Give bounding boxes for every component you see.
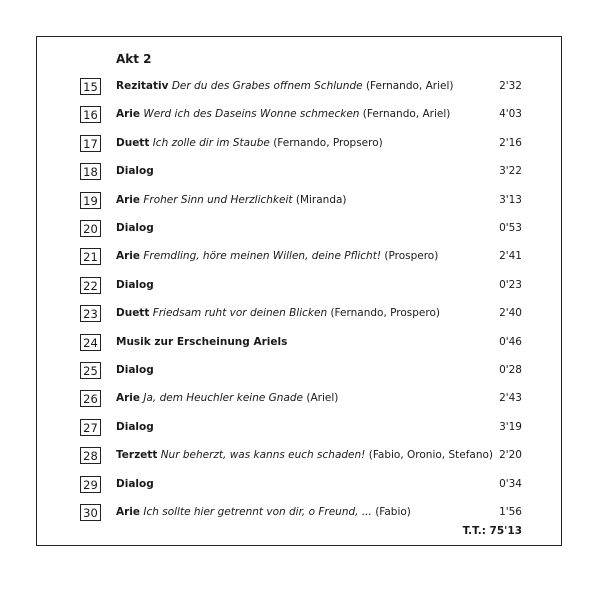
track-duration: 3'22	[499, 165, 522, 178]
track-roles: (Fernando, Ariel)	[365, 80, 454, 92]
track-number: 22	[80, 277, 101, 294]
track-description	[116, 478, 154, 490]
track-description	[116, 279, 154, 291]
track-row	[80, 163, 522, 183]
track-description	[116, 194, 347, 206]
track-number: 21	[80, 248, 101, 265]
track-duration: 2'20	[499, 449, 522, 462]
track-type: Arie	[116, 250, 141, 263]
track-duration: 3'19	[499, 420, 522, 433]
track-row	[80, 504, 522, 524]
track-title: Ich zolle dir im Staube	[152, 136, 270, 149]
track-number: 20	[80, 220, 101, 237]
act-title: Akt 2	[116, 52, 152, 66]
track-row	[80, 305, 522, 325]
track-roles: (Ariel)	[306, 392, 339, 405]
track-description	[116, 421, 154, 433]
track-roles: (Miranda)	[295, 193, 347, 206]
track-row	[80, 277, 522, 297]
track-number: 23	[80, 305, 101, 322]
track-type: Dialog	[116, 420, 154, 433]
track-type: Duett	[116, 307, 150, 320]
track-roles: (Fernando, Prospero)	[330, 307, 440, 320]
track-type: Arie	[116, 506, 141, 518]
track-duration: 2'41	[499, 250, 522, 263]
track-duration: 3'13	[499, 193, 522, 206]
track-title: Ich sollte hier getrennt von dir, o Freund, ...	[143, 506, 372, 518]
track-number: 15	[80, 78, 101, 95]
track-number: 24	[80, 334, 101, 351]
track-duration: 1'56	[499, 506, 522, 518]
track-description	[116, 307, 440, 319]
track-duration: 4'03	[499, 108, 522, 121]
track-duration: 0'28	[499, 364, 522, 376]
track-title: Der du des Grabes offnem Schlunde	[171, 80, 363, 92]
track-duration: 0'46	[499, 335, 522, 348]
track-description	[116, 449, 493, 461]
track-number: 26	[80, 390, 101, 407]
track-title: Ja, dem Heuchler keine Gnade	[143, 392, 304, 405]
track-type: Dialog	[116, 222, 154, 234]
track-title: Froher Sinn und Herzlichkeit	[143, 193, 293, 206]
track-type: Dialog	[116, 278, 154, 291]
track-description	[116, 108, 450, 120]
track-type: Arie	[116, 193, 141, 206]
track-roles: (Fabio, Oronio, Stefano)	[368, 449, 494, 462]
track-title: Friedsam ruht vor deinen Blicken	[152, 307, 328, 320]
track-duration: 2'32	[499, 80, 522, 92]
track-number: 27	[80, 419, 101, 436]
track-type: Dialog	[116, 477, 154, 490]
track-description	[116, 222, 154, 234]
track-row	[80, 78, 522, 98]
track-type: Musik zur Erscheinung Ariels	[116, 335, 288, 348]
track-roles: (Fernando, Ariel)	[362, 108, 451, 121]
track-title: Werd ich des Daseins Wonne schmecken	[143, 108, 360, 121]
track-row	[80, 419, 522, 439]
track-row	[80, 390, 522, 410]
track-description	[116, 137, 383, 149]
track-roles: (Prospero)	[384, 250, 439, 263]
track-row	[80, 362, 522, 382]
track-description	[116, 80, 454, 92]
track-type: Arie	[116, 392, 141, 405]
track-row	[80, 220, 522, 240]
track-duration: 2'40	[499, 307, 522, 320]
track-row	[80, 135, 522, 155]
track-duration: 0'53	[499, 222, 522, 234]
track-description	[116, 336, 287, 348]
track-number: 29	[80, 476, 101, 493]
track-row	[80, 334, 522, 354]
track-number: 18	[80, 163, 101, 180]
track-type: Dialog	[116, 364, 154, 376]
track-type: Duett	[116, 136, 150, 149]
track-type: Dialog	[116, 165, 154, 178]
track-row	[80, 476, 522, 496]
track-number: 17	[80, 135, 101, 152]
track-type: Terzett	[116, 449, 158, 462]
track-description	[116, 392, 338, 404]
track-row	[80, 248, 522, 268]
total-time: T.T.: 75'13	[462, 525, 522, 537]
track-description	[116, 250, 438, 262]
track-roles: (Fabio)	[375, 506, 411, 518]
track-row	[80, 447, 522, 467]
track-type: Arie	[116, 108, 141, 121]
track-duration: 0'34	[499, 477, 522, 490]
track-number: 28	[80, 447, 101, 464]
track-duration: 2'16	[499, 136, 522, 149]
track-description	[116, 506, 411, 518]
track-number: 16	[80, 106, 101, 123]
track-row	[80, 192, 522, 212]
track-number: 19	[80, 192, 101, 209]
track-duration: 2'43	[499, 392, 522, 405]
track-type: Rezitativ	[116, 80, 169, 92]
track-duration: 0'23	[499, 278, 522, 291]
track-description	[116, 165, 154, 177]
track-title: Nur beherzt, was kanns euch schaden!	[160, 449, 366, 462]
track-description	[116, 364, 154, 376]
track-number: 25	[80, 362, 101, 379]
track-title: Fremdling, höre meinen Willen, deine Pflicht!	[143, 250, 382, 263]
track-roles: (Fernando, Propsero)	[273, 136, 383, 149]
track-row	[80, 106, 522, 126]
track-number: 30	[80, 504, 101, 521]
